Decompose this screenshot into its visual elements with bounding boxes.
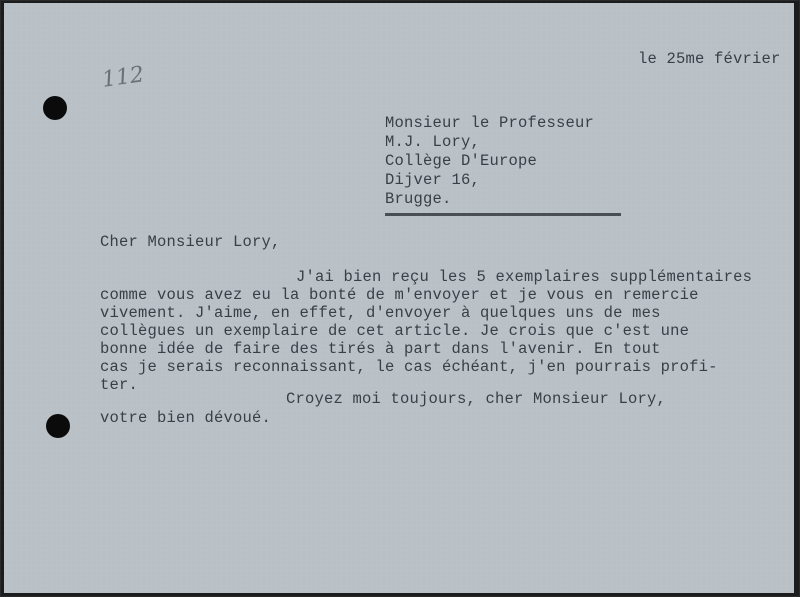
body-line: vivement. J'aime, en effet, d'envoyer à quelques uns de mes [100,304,661,322]
closing-signoff: votre bien dévoué. [100,409,272,427]
address-underline [385,213,621,216]
punch-hole [43,96,67,120]
handwritten-number: 112 [100,62,146,93]
closing-line: Croyez moi toujours, cher Monsieur Lory, [286,390,667,408]
body-line: ter. [100,376,139,394]
address-line: Brugge. [385,190,452,208]
punch-hole [46,414,70,438]
body-line: bonne idée de faire des tirés à part dans l'avenir. En tout [100,340,661,358]
body-line: collègues un exemplaire de cet article. Je crois que c'est une [100,322,690,340]
address-line: Collège D'Europe [385,152,538,170]
body-line: cas je serais reconnaissant, le cas échéant, j'en pourrais profi- [100,358,718,376]
salutation: Cher Monsieur Lory, [100,233,281,251]
body-line: comme vous avez eu la bonté de m'envoyer et je vous en remercie [100,286,699,304]
body-line: J'ai bien reçu les 5 exemplaires supplémentaires [296,268,753,286]
address-line: M.J. Lory, [385,133,481,151]
address-line: Monsieur le Professeur [385,114,595,132]
address-line: Dijver 16, [385,171,481,189]
letter-date: le 25me février [638,50,781,68]
letter-page [4,3,794,593]
